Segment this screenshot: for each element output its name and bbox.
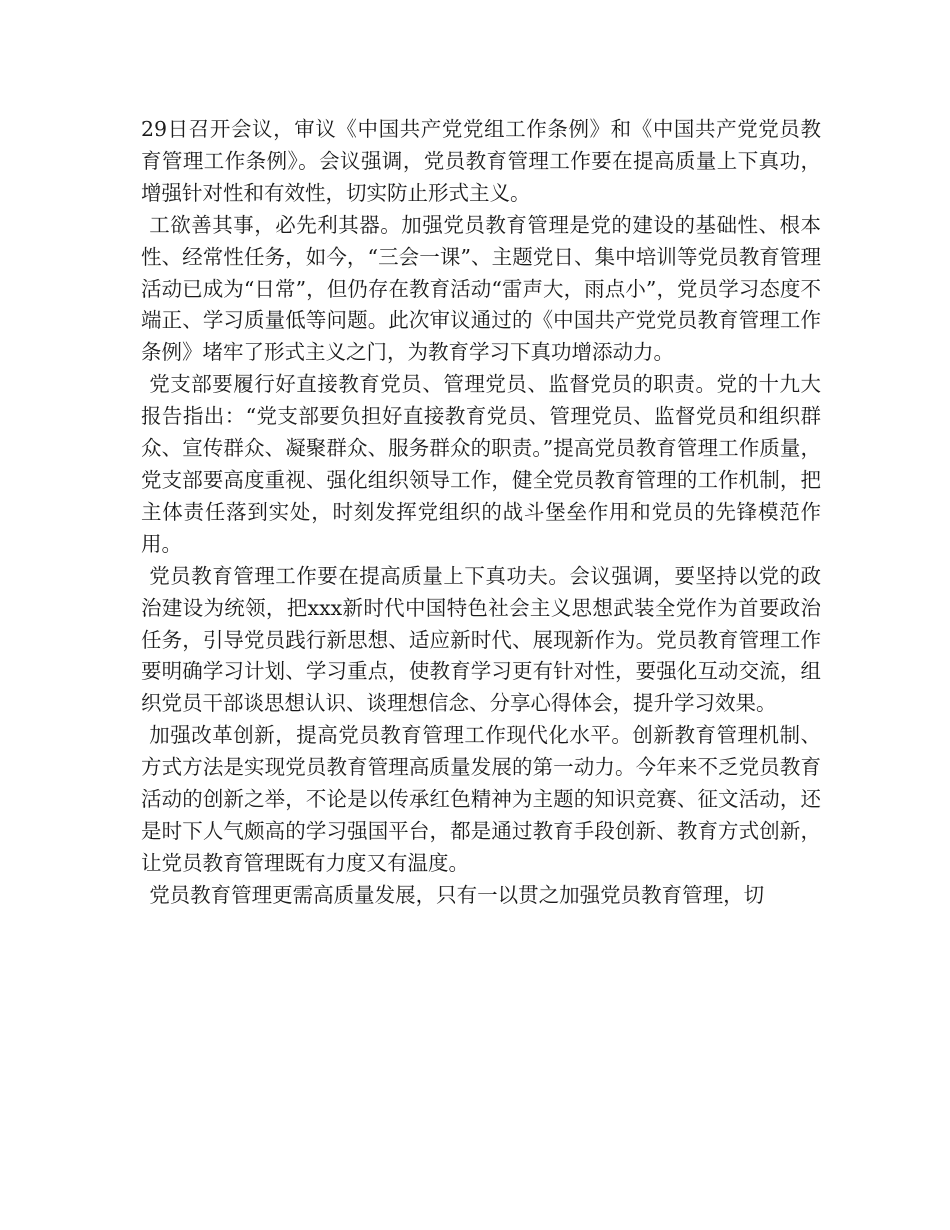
paragraph-4: 党员教育管理工作要在提高质量上下真功夫。会议强调，要坚持以党的政治建设为统领，把xxx新时代中国特色社会主义思想武装全党作为首要政治任务，引导党员践行新思想、适应新时代、展现新作为。党员教育管理工作要明确学习计划、学习重点，使教育学习更有针对性，要强化互动交流，组织党员干部谈思想认识、谈理想信念、分享心得体会，提升学习效果。: [141, 563, 821, 716]
document-body: [141, 114, 821, 912]
paragraph-1: 29日召开会议，审议《中国共产党党组工作条例》和《中国共产党党员教育管理工作条例》。会议强调，党员教育管理工作要在提高质量上下真功，增强针对性和有效性，切实防止形式主义。: [141, 117, 821, 205]
paragraph-6: 党员教育管理更需高质量发展，只有一以贯之加强党员教育管理，切: [149, 882, 765, 907]
paragraph-2: 工欲善其事，必先利其器。加强党员教育管理是党的建设的基础性、根本性、经常性任务，如今，“三会一课”、主题党日、集中培训等党员教育管理活动已成为“日常”，但仍存在教育活动“雷声大，雨点小”，党员学习态度不端正、学习质量低等问题。此次审议通过的《中国共产党党员教育管理工作条例》堵牢了形式主义之门，为教育学习下真功增添动力。: [141, 212, 821, 365]
paragraph-5: 加强改革创新，提高党员教育管理工作现代化水平。创新教育管理机制、方式方法是实现党员教育管理高质量发展的第一动力。今年来不乏党员教育活动的创新之举，不论是以传承红色精神为主题的知识竞赛、征文活动，还是时下人气颇高的学习强国平台，都是通过教育手段创新、教育方式创新，让党员教育管理既有力度又有温度。: [141, 723, 821, 875]
paragraph-3: 党支部要履行好直接教育党员、管理党员、监督党员的职责。党的十九大报告指出：“党支部要负担好直接教育党员、管理党员、监督党员和组织群众、宣传群众、凝聚群众、服务群众的职责。”提高党员教育管理工作质量，党支部要高度重视、强化组织领导工作，健全党员教育管理的工作机制，把主体责任落到实处，时刻发挥党组织的战斗堡垒作用和党员的先锋模范作用。: [141, 372, 821, 556]
